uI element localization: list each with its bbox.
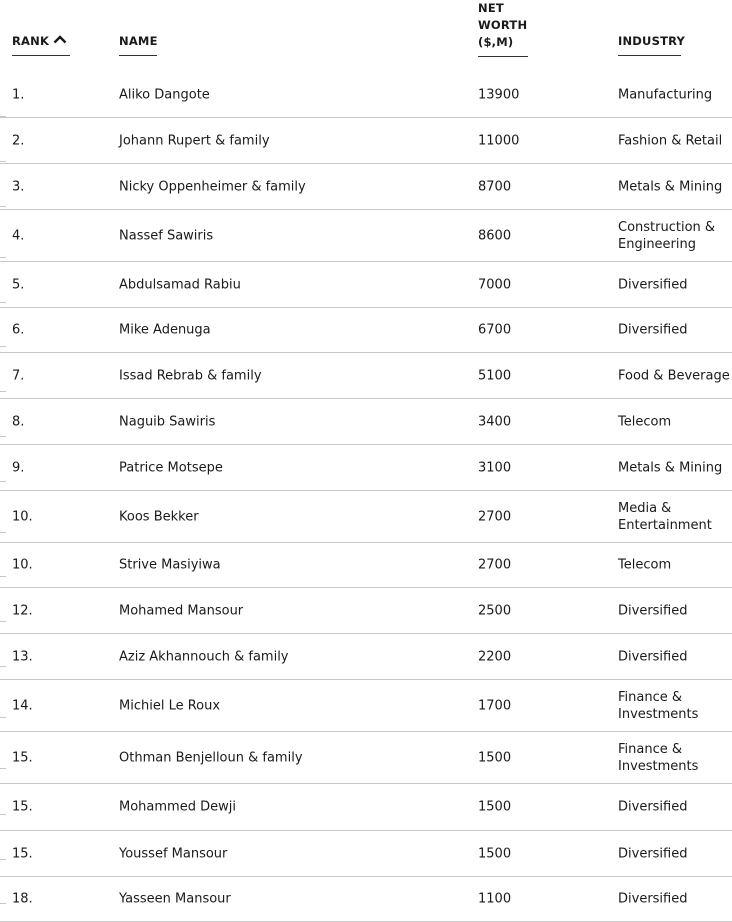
table-row[interactable] bbox=[0, 588, 732, 634]
industry-cell: Metals & Mining bbox=[618, 460, 723, 475]
name-cell: Johann Rupert & family bbox=[119, 133, 270, 148]
name-cell: Yasseen Mansour bbox=[119, 891, 231, 907]
net-worth-cell: 11000 bbox=[478, 133, 520, 148]
net-worth-cell: 3400 bbox=[478, 414, 512, 429]
row-divider-stub bbox=[0, 717, 6, 718]
table-header bbox=[0, 0, 732, 72]
industry-cell: Manufacturing bbox=[618, 87, 713, 102]
industry-cell: Finance & Investments bbox=[618, 741, 699, 774]
net-worth-cell: 1100 bbox=[478, 891, 512, 907]
net-worth-cell: 7000 bbox=[478, 277, 512, 292]
row-divider-stub bbox=[0, 532, 6, 533]
column-header-industry[interactable] bbox=[618, 33, 686, 56]
rank-cell: 1. bbox=[12, 87, 25, 102]
table-row[interactable] bbox=[0, 164, 732, 210]
rank-cell: 10. bbox=[12, 557, 33, 573]
name-cell: Naguib Sawiris bbox=[119, 414, 216, 429]
rank-cell: 5. bbox=[12, 277, 25, 292]
table-row[interactable] bbox=[0, 491, 732, 543]
table-row[interactable] bbox=[0, 877, 732, 922]
column-header-net-worth[interactable] bbox=[478, 0, 528, 57]
name-cell: Aziz Akhannouch & family bbox=[119, 649, 289, 664]
industry-cell: Diversified bbox=[618, 277, 688, 292]
column-header-rank[interactable] bbox=[12, 33, 70, 56]
table-row[interactable] bbox=[0, 118, 732, 164]
name-cell: Strive Masiyiwa bbox=[119, 557, 221, 573]
industry-cell: Diversified bbox=[618, 603, 688, 618]
rank-cell: 6. bbox=[12, 322, 25, 338]
name-cell: Abdulsamad Rabiu bbox=[119, 277, 241, 292]
table-row[interactable] bbox=[0, 210, 732, 262]
net-worth-cell: 2500 bbox=[478, 603, 512, 618]
industry-cell: Media & Entertainment bbox=[618, 500, 712, 533]
column-header-underline bbox=[478, 56, 528, 57]
name-cell: Issad Rebrab & family bbox=[119, 368, 262, 383]
net-worth-cell: 2700 bbox=[478, 557, 512, 573]
industry-cell: Diversified bbox=[618, 322, 688, 338]
rank-cell: 7. bbox=[12, 368, 25, 383]
net-worth-cell: 1500 bbox=[478, 799, 512, 815]
column-header-underline bbox=[12, 55, 70, 56]
name-cell: Mike Adenuga bbox=[119, 322, 211, 338]
net-worth-cell: 8600 bbox=[478, 228, 512, 243]
name-cell: Nicky Oppenheimer & family bbox=[119, 179, 306, 194]
rank-cell: 15. bbox=[12, 799, 33, 815]
table-row[interactable] bbox=[0, 308, 732, 353]
net-worth-cell: 1700 bbox=[478, 698, 512, 713]
table-row[interactable] bbox=[0, 680, 732, 732]
row-divider-stub bbox=[0, 161, 6, 162]
industry-cell: Diversified bbox=[618, 649, 688, 664]
industry-cell: Fashion & Retail bbox=[618, 133, 723, 148]
name-cell: Nassef Sawiris bbox=[119, 228, 214, 243]
industry-cell: Finance & Investments bbox=[618, 689, 699, 722]
chevron-up-icon[interactable] bbox=[53, 35, 67, 44]
table-row[interactable] bbox=[0, 399, 732, 445]
row-divider-stub bbox=[0, 576, 6, 577]
industry-cell: Metals & Mining bbox=[618, 179, 723, 194]
net-worth-cell: 6700 bbox=[478, 322, 512, 338]
rank-cell: 2. bbox=[12, 133, 25, 148]
name-cell: Koos Bekker bbox=[119, 509, 199, 524]
column-header-name[interactable] bbox=[119, 33, 157, 56]
name-cell: Youssef Mansour bbox=[119, 846, 228, 861]
row-divider-stub bbox=[0, 257, 6, 258]
rank-cell: 3. bbox=[12, 179, 25, 194]
net-worth-cell: 8700 bbox=[478, 179, 512, 194]
row-divider-stub bbox=[0, 621, 6, 622]
net-worth-cell: 2700 bbox=[478, 509, 512, 524]
rank-cell: 15. bbox=[12, 846, 33, 861]
name-cell: Mohamed Mansour bbox=[119, 603, 244, 618]
rank-cell: 8. bbox=[12, 414, 25, 429]
column-header-name-label: NAME bbox=[119, 34, 158, 48]
name-cell: Mohammed Dewji bbox=[119, 799, 236, 815]
net-worth-cell: 1500 bbox=[478, 846, 512, 861]
table-row[interactable] bbox=[0, 543, 732, 588]
rank-cell: 12. bbox=[12, 603, 33, 618]
table-row[interactable] bbox=[0, 262, 732, 308]
net-worth-cell: 2200 bbox=[478, 649, 512, 664]
industry-cell: Telecom bbox=[618, 557, 672, 573]
table-body bbox=[0, 72, 732, 922]
column-header-underline bbox=[119, 55, 157, 56]
table-row[interactable] bbox=[0, 831, 732, 877]
row-divider-stub bbox=[0, 302, 6, 303]
rank-cell: 4. bbox=[12, 228, 25, 243]
rank-cell: 10. bbox=[12, 509, 33, 524]
net-worth-cell: 5100 bbox=[478, 368, 512, 383]
net-worth-cell: 3100 bbox=[478, 460, 512, 475]
name-cell: Patrice Motsepe bbox=[119, 460, 223, 475]
industry-cell: Construction & Engineering bbox=[618, 219, 716, 252]
row-divider-stub bbox=[0, 481, 6, 482]
column-header-rank-label: RANK bbox=[12, 34, 50, 48]
industry-cell: Food & Beverage bbox=[618, 368, 730, 383]
row-divider-stub bbox=[0, 206, 6, 207]
table-row[interactable] bbox=[0, 72, 732, 118]
industry-cell: Diversified bbox=[618, 799, 688, 815]
name-cell: Othman Benjelloun & family bbox=[119, 750, 303, 765]
industry-cell: Diversified bbox=[618, 891, 688, 907]
row-divider-stub bbox=[0, 346, 6, 347]
row-divider-stub bbox=[0, 666, 6, 667]
row-divider-stub bbox=[0, 814, 6, 815]
industry-cell: Diversified bbox=[618, 846, 688, 861]
row-divider-stub bbox=[0, 859, 6, 860]
table-row[interactable] bbox=[0, 445, 732, 491]
rank-cell: 14. bbox=[12, 698, 33, 713]
net-worth-cell: 13900 bbox=[478, 87, 520, 102]
row-divider-stub bbox=[0, 903, 6, 904]
industry-cell: Telecom bbox=[618, 414, 672, 429]
row-divider-stub bbox=[0, 391, 6, 392]
table-row[interactable] bbox=[0, 353, 732, 399]
row-divider-stub bbox=[0, 116, 6, 117]
table-row[interactable] bbox=[0, 732, 732, 784]
rank-cell: 18. bbox=[12, 891, 33, 907]
name-cell: Michiel Le Roux bbox=[119, 698, 221, 713]
table-row[interactable] bbox=[0, 784, 732, 831]
row-divider-stub bbox=[0, 436, 6, 437]
column-header-underline bbox=[618, 55, 681, 56]
name-cell: Aliko Dangote bbox=[119, 87, 210, 102]
column-header-industry-label: INDUSTRY bbox=[618, 34, 686, 48]
table-row[interactable] bbox=[0, 634, 732, 680]
net-worth-cell: 1500 bbox=[478, 750, 512, 765]
row-divider-stub bbox=[0, 768, 6, 769]
rank-cell: 13. bbox=[12, 649, 33, 664]
rank-cell: 15. bbox=[12, 750, 33, 765]
column-header-net-worth-label: NET WORTH ($,M) bbox=[478, 1, 528, 49]
rank-cell: 9. bbox=[12, 460, 25, 475]
